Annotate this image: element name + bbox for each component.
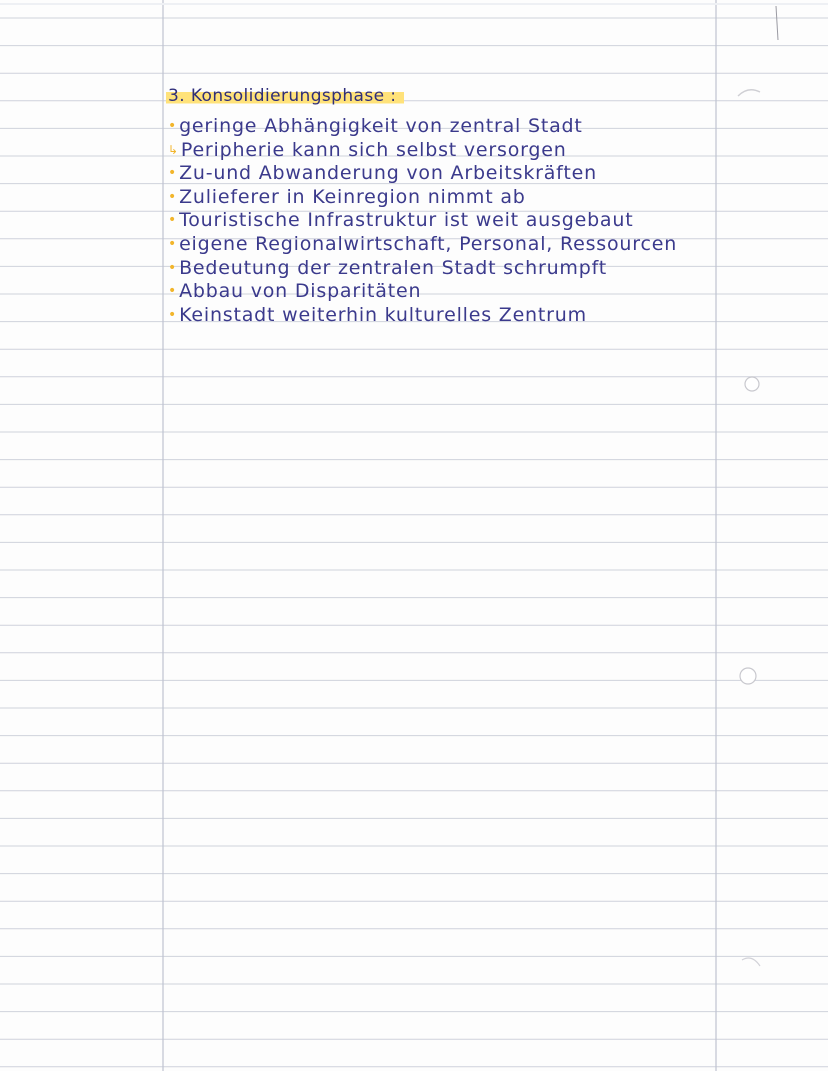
note-line [168, 209, 633, 231]
note-line [168, 162, 597, 184]
note-line [168, 186, 526, 208]
bullet-icon: • [168, 306, 178, 323]
note-line [168, 139, 567, 161]
note-line-text: Zulieferer in Keinregion nimmt ab [179, 185, 526, 208]
bullet-icon: • [168, 118, 178, 134]
bullet-icon: • [168, 212, 178, 229]
note-line [168, 304, 587, 326]
punch-hole-bottom [742, 958, 760, 966]
note-line [168, 257, 607, 279]
note-line [168, 280, 421, 302]
bullet-icon: • [168, 259, 178, 276]
bullet-icon: • [168, 236, 178, 252]
note-line [168, 233, 677, 255]
section-heading: 3. Konsolidierungsphase : [166, 86, 404, 106]
bullet-icon: • [168, 188, 178, 205]
note-line-text: Keinstadt weiterhin kulturelles Zentrum [179, 303, 587, 326]
note-line-text: Abbau von Disparitäten [179, 280, 422, 303]
note-line-text: geringe Abhängigkeit von zentral Stadt [179, 115, 583, 137]
bullet-icon: • [168, 283, 178, 300]
sub-arrow-icon: ↳ [168, 142, 179, 157]
note-line-text: Peripherie kann sich selbst versorgen [180, 138, 567, 161]
punch-hole-top [738, 90, 760, 96]
note-line-text: Touristische Infrastruktur ist weit ausgebaut [179, 209, 634, 232]
punch-hole-mid [745, 377, 759, 391]
note-line [168, 115, 583, 137]
punch-hole-lower [740, 668, 756, 684]
note-line-text: Bedeutung der zentralen Stadt schrumpft [179, 256, 607, 279]
note-line-text: eigene Regionalwirtschaft, Personal, Ressourcen [179, 233, 678, 255]
note-line-text: Zu-und Abwanderung von Arbeitskräften [179, 162, 597, 185]
bullet-icon: • [168, 165, 178, 182]
